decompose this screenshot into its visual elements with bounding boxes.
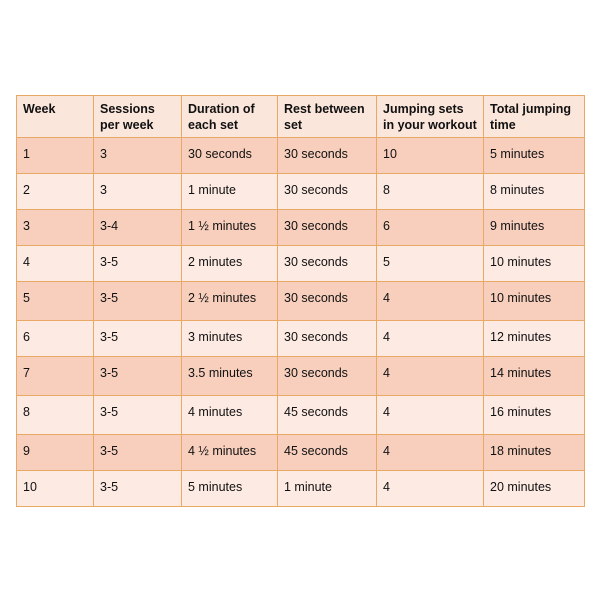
cell-duration: 1 ½ minutes <box>182 210 278 246</box>
cell-sessions: 3-5 <box>94 435 182 471</box>
cell-rest: 45 seconds <box>278 396 377 435</box>
cell-rest: 30 seconds <box>278 282 377 321</box>
cell-total-time: 8 minutes <box>484 174 585 210</box>
cell-rest: 30 seconds <box>278 138 377 174</box>
cell-sessions: 3-5 <box>94 321 182 357</box>
table-row <box>17 174 585 210</box>
cell-total-time: 10 minutes <box>484 282 585 321</box>
cell-total-time: 18 minutes <box>484 435 585 471</box>
cell-sessions: 3-5 <box>94 246 182 282</box>
cell-sets: 8 <box>377 174 484 210</box>
cell-rest: 30 seconds <box>278 174 377 210</box>
cell-duration: 30 seconds <box>182 138 278 174</box>
cell-sets: 4 <box>377 357 484 396</box>
cell-duration: 4 minutes <box>182 396 278 435</box>
cell-duration: 3 minutes <box>182 321 278 357</box>
jumping-schedule-table <box>16 95 585 507</box>
cell-sessions: 3 <box>94 174 182 210</box>
table-row <box>17 138 585 174</box>
cell-sessions: 3 <box>94 138 182 174</box>
cell-total-time: 20 minutes <box>484 471 585 507</box>
cell-total-time: 14 minutes <box>484 357 585 396</box>
header-rest-between-set: Rest between set <box>278 96 377 138</box>
table-body <box>17 138 585 507</box>
cell-sets: 6 <box>377 210 484 246</box>
header-total-jumping-time: Total jumping time <box>484 96 585 138</box>
cell-total-time: 12 minutes <box>484 321 585 357</box>
cell-week: 3 <box>17 210 94 246</box>
cell-sets: 4 <box>377 471 484 507</box>
cell-duration: 5 minutes <box>182 471 278 507</box>
cell-duration: 1 minute <box>182 174 278 210</box>
cell-sets: 10 <box>377 138 484 174</box>
table-row <box>17 246 585 282</box>
cell-duration: 2 minutes <box>182 246 278 282</box>
cell-sessions: 3-5 <box>94 396 182 435</box>
cell-week: 5 <box>17 282 94 321</box>
cell-duration: 3.5 minutes <box>182 357 278 396</box>
cell-duration: 4 ½ minutes <box>182 435 278 471</box>
cell-sessions: 3-5 <box>94 471 182 507</box>
header-duration-of-each-set: Duration of each set <box>182 96 278 138</box>
cell-total-time: 5 minutes <box>484 138 585 174</box>
cell-sets: 4 <box>377 282 484 321</box>
cell-rest: 30 seconds <box>278 210 377 246</box>
cell-total-time: 10 minutes <box>484 246 585 282</box>
cell-week: 4 <box>17 246 94 282</box>
cell-sessions: 3-5 <box>94 357 182 396</box>
cell-rest: 30 seconds <box>278 357 377 396</box>
cell-week: 6 <box>17 321 94 357</box>
cell-week: 9 <box>17 435 94 471</box>
table-row <box>17 282 585 321</box>
table-row <box>17 321 585 357</box>
table-row <box>17 471 585 507</box>
cell-total-time: 9 minutes <box>484 210 585 246</box>
cell-sets: 4 <box>377 435 484 471</box>
cell-rest: 30 seconds <box>278 321 377 357</box>
cell-sets: 5 <box>377 246 484 282</box>
header-sessions-per-week: Sessions per week <box>94 96 182 138</box>
cell-sets: 4 <box>377 396 484 435</box>
table-row <box>17 435 585 471</box>
cell-sets: 4 <box>377 321 484 357</box>
header-week: Week <box>17 96 94 138</box>
cell-duration: 2 ½ minutes <box>182 282 278 321</box>
header-jumping-sets: Jumping sets in your workout <box>377 96 484 138</box>
cell-week: 2 <box>17 174 94 210</box>
cell-total-time: 16 minutes <box>484 396 585 435</box>
cell-rest: 1 minute <box>278 471 377 507</box>
cell-sessions: 3-4 <box>94 210 182 246</box>
cell-rest: 30 seconds <box>278 246 377 282</box>
cell-week: 10 <box>17 471 94 507</box>
cell-rest: 45 seconds <box>278 435 377 471</box>
header-row <box>17 96 585 138</box>
cell-week: 8 <box>17 396 94 435</box>
table-row <box>17 396 585 435</box>
cell-week: 1 <box>17 138 94 174</box>
table-header <box>17 96 585 138</box>
table-row <box>17 357 585 396</box>
cell-week: 7 <box>17 357 94 396</box>
table-row <box>17 210 585 246</box>
cell-sessions: 3-5 <box>94 282 182 321</box>
